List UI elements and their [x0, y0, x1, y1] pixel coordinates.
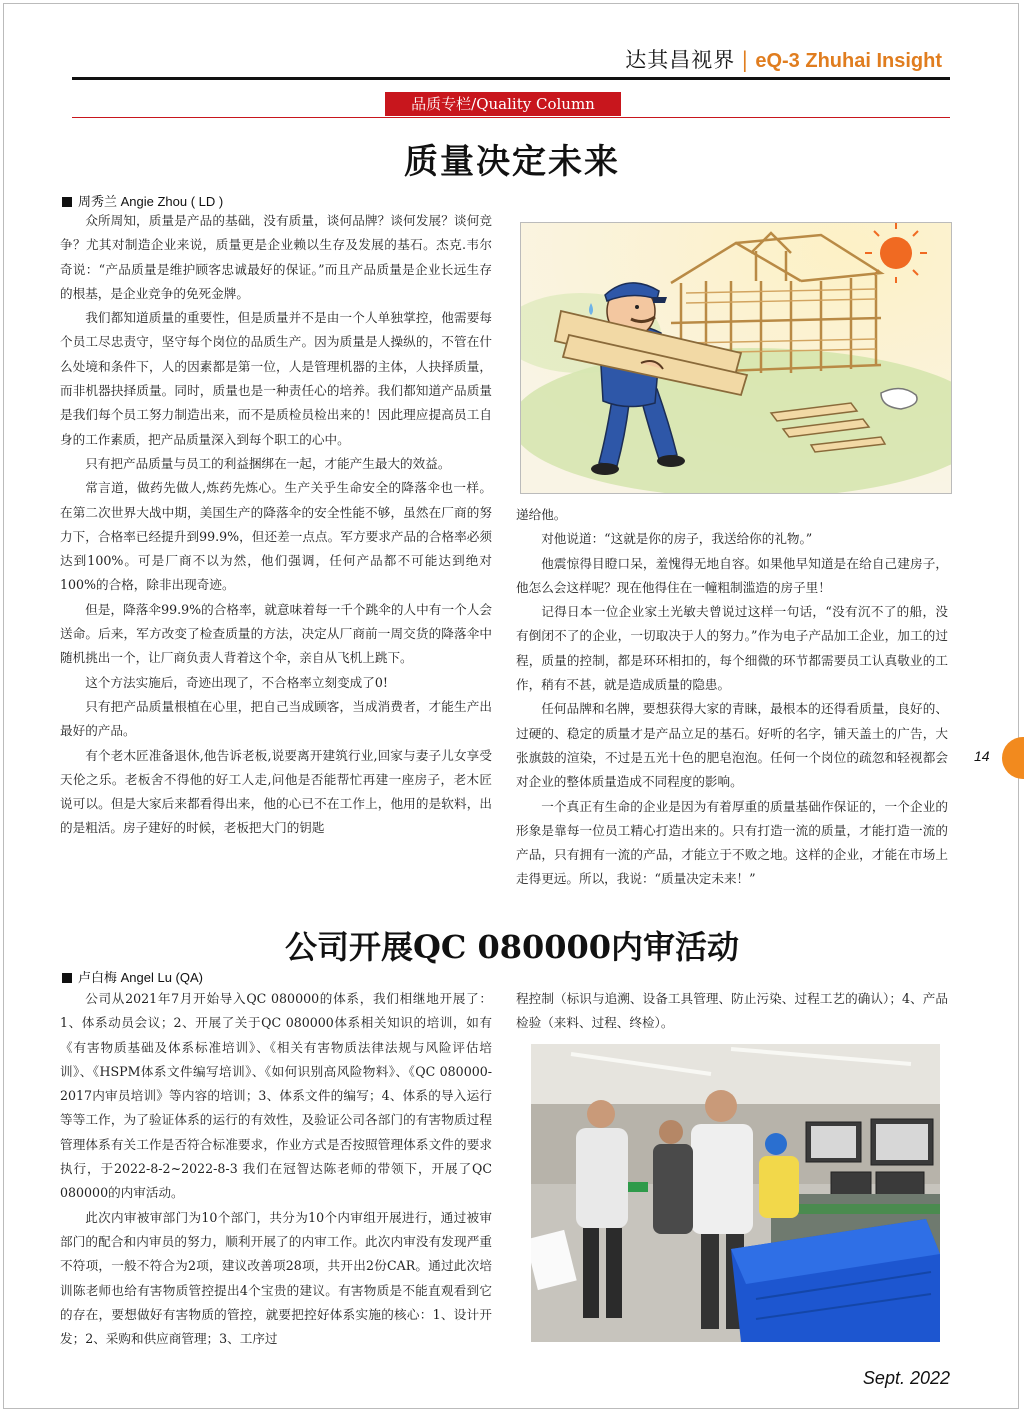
paragraph: 公司从2021年7月开始导入QC 080000的体系，我们相继地开展了：1、体系动员会议；2、开展了关于QC 080000体系相关知识的培训，如有《有害物质基础及体系标准培训》、《相关有害物质法律法规与风险评估培训》、《HSPM体系文件编写培训》、《如何识别高风险物料》、《QC 080000-2017内审员培训》等内容的培训；3、体系文件的编写；4、体系的导入运行等等工作，为了验证体系的运行的有效性，及验证公司各部门的有害物质过程管理体系有关工作是否符合标准要求，作业方式是否按照管理体系文件的要求执行，于2022-8-2~2022-8-3 我们在冠智达陈老师的带领下，开展了QC 080000的内审活动。 — [60, 991, 492, 1201]
paragraph: 记得日本一位企业家土光敏夫曾说过这样一句话，“没有沉不了的船，没有倒闭不了的企业，一切取决于人的努力。”作为电子产品加工企业，加工的过程，质量的控制，都是环环相扣的，每个细微的环节都需要员工认真敬业的工作，稍有不甚，就是造成质量的隐患。 — [516, 604, 948, 693]
paragraph-continuation: 程控制（标识与追溯、设备工具管理、防止污染、过程工艺的确认）；4、产品检验（来料、过程、终检）。 — [516, 991, 948, 1031]
paragraph: 他震惊得目瞪口呆，羞愧得无地自容。如果他早知道是在给自己建房子，他怎么会这样呢？现在他得住在一幢粗制滥造的房子里！ — [516, 555, 948, 595]
magazine-name-cn: 达其昌视界 — [625, 48, 736, 72]
article2-author-name: 卢白梅 Angel Lu (QA) — [78, 970, 203, 985]
audit-photo-svg — [531, 1044, 940, 1342]
paragraph: 对他说道：“这就是你的房子，我送给你的礼物。” — [541, 531, 813, 547]
paragraph: 只有把产品质量根植在心里，把自己当成顾客，当成消费者，才能生产出最好的产品。 — [60, 698, 492, 739]
article2-title: 公司开展QC 080000内审活动 — [284, 928, 740, 966]
article2-left-column — [60, 987, 492, 1351]
paragraph: 只有把产品质量与员工的利益捆绑在一起，才能产生最大的效益。 — [85, 455, 451, 471]
article1-author-name: 周秀兰 Angie Zhou ( LD ) — [78, 194, 224, 209]
paragraph: 这个方法实施后，奇迹出现了，不合格率立刻变成了0! — [85, 674, 388, 690]
issue-date: Sept. 2022 — [862, 1368, 950, 1388]
bullet-square-icon — [62, 973, 72, 983]
header-separator: | — [741, 48, 750, 72]
column-rule — [72, 117, 950, 118]
paragraph: 此次内审被审部门为10个部门，共分为10个内审组开展进行，通过被审部门的配合和内审员的努力，顺利开展了的内审工作。此次内审没有发现严重不符项，一般不符合为2项，建议改善项28项，共开出2份CAR。通过此次培训陈老师也给有害物质管控提出4个宝贵的建议。有害物质是不能直观看到它的存在，要想做好有害物质的管控，就要把控好体系实施的核心：1、设计开发；2、采购和供应商管理；3、工序过 — [60, 1209, 492, 1347]
paragraph: 常言道，做药先做人,炼药先炼心。生产关乎生命安全的降落伞也一样。在第二次世界大战中期，美国生产的降落伞的安全性能不够，虽然在厂商的努力下，合格率已经提升到99.9%，但还差一点点。军方要求产品的合格率必须达到100%。可是厂商不以为然，他们强调，任何产品都不可能达到绝对100%的合格，除非出现奇迹。 — [60, 480, 492, 593]
article1-right-column — [516, 503, 948, 892]
audit-photo — [531, 1044, 940, 1342]
paragraph: 一个真正有生命的企业是因为有着厚重的质量基础作保证的，一个企业的形象是靠每一位员工精心打造出来的。只有打造一流的质量，才能打造一流的产品，只有拥有一流的产品，才能立于不败之地。这样的企业，才能在市场上走得更远。所以，我说：“质量决定未来！” — [516, 798, 948, 887]
column-tag: 品质专栏/Quality Column — [385, 92, 621, 116]
article1-left-column — [60, 209, 492, 841]
header-rule — [72, 77, 950, 80]
article2-right-column — [516, 987, 948, 1036]
paragraph-continuation: 递给他。 — [516, 507, 567, 522]
article1-author — [62, 191, 223, 210]
magazine-name-en: eQ-3 Zhuhai Insight — [755, 50, 942, 72]
carpenter-illustration-svg — [521, 223, 951, 493]
paragraph: 有个老木匠准备退休,他告诉老板,说要离开建筑行业,回家与妻子儿女享受天伦之乐。老板舍不得他的好工人走,问他是否能帮忙再建一座房子，老木匠说可以。但是大家后来都看得出来，他的心已不在工作上，他用的是软料，出的是粗活。房子建好的时候，老板把大门的钥匙 — [60, 747, 492, 836]
paragraph: 我们都知道质量的重要性，但是质量并不是由一个人单独掌控，他需要每个员工尽忠责守，坚守每个岗位的品质生产。因为质量是人操纵的，不管在什么处境和条件下，人的因素都是第一位，人是管理机器的主体，人抉择质量，而非机器抉择质量。同时，质量也是一种责任心的培养。我们都知道产品质量是我们每个员工努力制造出来，而不是质检员检出来的！因此理应提高员工自身的工作素质，把产品质量深入到每个职工的心中。 — [60, 310, 492, 447]
magazine-header — [625, 44, 942, 74]
carpenter-illustration — [520, 222, 952, 494]
paragraph: 众所周知，质量是产品的基础，没有质量，谈何品牌？谈何发展？谈何竞争？尤其对制造企业来说，质量更是企业赖以生存及发展的基石。杰克.韦尔奇说：“产品质量是维护顾客忠诚最好的保证。”而且产品质量是企业长远生存的根基，是企业竞争的免死金牌。 — [60, 213, 492, 301]
article1-title: 质量决定未来 — [404, 142, 620, 182]
article2-author — [62, 967, 203, 986]
paragraph: 但是，降落伞99.9%的合格率，就意味着每一千个跳伞的人中有一个人会送命。后来，军方改变了检查质量的方法，决定从厂商前一周交货的降落伞中随机挑出一个，让厂商负责人背着这个伞，亲自从飞机上跳下。 — [60, 601, 492, 666]
page-number: 14 — [974, 748, 990, 764]
bullet-square-icon — [62, 197, 72, 207]
paragraph: 任何品牌和名牌，要想获得大家的青睐，最根本的还得看质量，良好的、过硬的、稳定的质量才是产品立足的基石。好听的名字，铺天盖土的广告，大张旗鼓的渲染，不过是五光十色的肥皂泡泡。任何一个岗位的疏忽和轻视都会对企业的整体质量造成不同程度的影响。 — [516, 701, 948, 790]
